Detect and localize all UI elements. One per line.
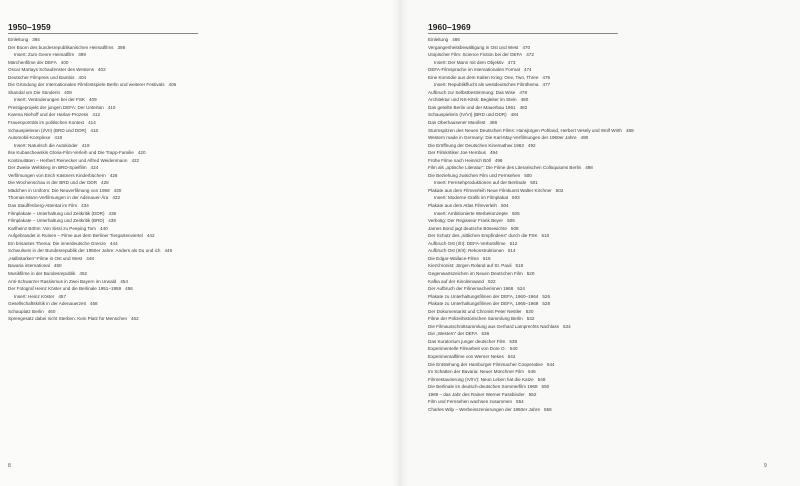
toc-entry-page: 505 — [511, 210, 520, 216]
toc-entry — [428, 142, 634, 150]
toc-entry-page: 552 — [528, 391, 537, 397]
toc-entry-page: 420 — [137, 150, 146, 156]
toc-entry — [8, 278, 176, 286]
toc-entry — [8, 164, 176, 172]
toc-entry-page: 418 — [54, 135, 63, 141]
toc-entry-title: Insert: Zum Genre Heimatfilm — [14, 52, 75, 58]
toc-entry-page: 478 — [519, 89, 527, 95]
toc-entry-title: Gegenwartszeichen im Neuen Deutschen Film — [428, 270, 523, 276]
toc-entry-page: 436 — [108, 210, 117, 216]
toc-entry-title: Die Berlinale im deutsch-deutschen Sommerfilm 1968 — [428, 384, 538, 390]
toc-entry-page: 446 — [164, 248, 173, 254]
toc-entry — [8, 179, 176, 187]
toc-entry-title: Gesellschaftskritik in der Adenauerzeit — [8, 301, 86, 307]
toc-entry-page: 550 — [541, 384, 550, 390]
toc-entry — [428, 368, 634, 376]
toc-entry-title: Film und Fernsehen wachsen zusammen — [428, 399, 513, 405]
toc-entry-page: 394 — [32, 37, 40, 42]
toc-entry-title: Insert: Ambitionierte Werbekonzepte — [434, 210, 508, 216]
toc-entry-page: 434 — [81, 203, 89, 209]
toc-entry-title: Verbotig: Der Regisseur Frank Beyer — [428, 218, 504, 224]
toc-entry-title: Die „Western“ der DEFA — [428, 331, 478, 337]
toc-entry — [428, 59, 634, 67]
toc-entry-page: 556 — [544, 406, 552, 412]
toc-entry — [428, 338, 634, 346]
toc-entry — [8, 172, 176, 180]
toc-entry — [8, 225, 176, 233]
toc-entry-title: Insert: Naturisch die Autokinder — [14, 142, 78, 148]
toc-entry — [428, 262, 634, 270]
toc-entry-page: 424 — [90, 165, 99, 171]
toc-entry-title: Insert: Veränderungen bei der FSK — [14, 97, 85, 103]
toc-entry-page: 426 — [109, 172, 118, 178]
toc-entry-title: Märchenfilme der DEFA — [8, 59, 57, 65]
toc-entry — [8, 111, 176, 119]
toc-entry-page: 540 — [509, 346, 518, 352]
toc-entry-page: 398 — [117, 44, 126, 50]
toc-entry-title: Charles Wilp – Werbeinszenierungen der 1960er Jahre — [428, 406, 541, 412]
toc-entry — [8, 210, 176, 218]
toc-entry-title: Das Stauffenberg-Attentat im Film — [8, 203, 78, 209]
toc-entry-title: Aufbruch Ost (I/II): DEFA-Verbotsfilme — [428, 240, 506, 246]
toc-entry-page: 399 — [78, 52, 86, 58]
toc-entry — [8, 157, 176, 165]
toc-entry-title: Aufgebrandet in Ruinen – Filme aus dem Berliner Tiergartenviertel — [8, 233, 143, 239]
toc-entry-page: 419 — [81, 142, 90, 148]
toc-entry-title: Der Zweite Weltkrieg im BRD-Spielfilm — [8, 165, 87, 171]
toc-list — [428, 36, 634, 413]
toc-entry-page: 462 — [131, 316, 139, 322]
toc-entry-title: Eine Komödie aus dem Kalten Krieg: One, Two, Three — [428, 74, 539, 80]
toc-entry — [428, 96, 634, 104]
toc-entry-title: Insert: Der Mann mit dem Objektiv — [434, 59, 504, 65]
toc-entry — [8, 127, 176, 135]
toc-entry-page: 522 — [487, 278, 496, 284]
toc-entry-title: Automobil-Komplexe — [8, 135, 51, 141]
toc-entry-title: Der Boom des bundesrepublikanischen Heimatfilms — [8, 44, 114, 50]
toc-entry-title: Utopischer Film: Science Fiction bei der DEFA — [428, 52, 523, 58]
toc-entry-title: Plakate aus dem Filmverleih Neue Filmkunst Walter Kirchner — [428, 187, 552, 193]
toc-entry-page: 524 — [517, 286, 525, 292]
toc-entry-title: Oscar Martays Schaufenster des Westens — [8, 67, 94, 73]
toc-entry-title: Insert: Republikflucht als westdeutsches Filmthema — [434, 82, 539, 88]
toc-entry-page: 502 — [555, 187, 564, 193]
toc-entry-title: Der Dokumentarist und Chronist Peter Nestler — [428, 308, 522, 314]
toc-entry-page: 506 — [507, 218, 515, 224]
toc-entry — [428, 149, 634, 157]
toc-entry-page: 430 — [113, 187, 122, 193]
toc-entry-title: Kontinuitäten – Herbert Reinecker und Alfred Weidenmann — [8, 157, 128, 163]
toc-entry — [428, 127, 634, 135]
toc-entry-page: 444 — [109, 240, 118, 246]
toc-entry-page: 410 — [107, 104, 116, 110]
toc-entry-title: Architektur und NS-Kitsk: Begleiter im Stein — [428, 97, 517, 103]
toc-entry — [8, 81, 176, 89]
toc-entry — [428, 353, 634, 361]
toc-entry-title: Experimentelle Filmarbeit von Dore O. — [428, 346, 506, 352]
toc-entry-title: Die Beziehung zwischen Film und Fernsehen — [428, 172, 521, 178]
toc-entry — [428, 164, 634, 172]
toc-entry — [428, 308, 634, 316]
toc-entry — [8, 134, 176, 142]
toc-entry-title: Karlheinz Böhm: Von Sissi zu Peeping Tom — [8, 225, 97, 231]
toc-list — [8, 36, 176, 323]
toc-entry — [428, 240, 634, 248]
toc-entry-page: 518 — [515, 263, 524, 269]
toc-entry-page: 466 — [452, 37, 460, 42]
toc-entry-title: James Bond jagt deutsche Bösewichte — [428, 225, 507, 231]
toc-entry-title: Filmrestaurierung (IV/IV): Neun Leben hat die Katze — [428, 376, 534, 382]
toc-entry-title: Das geteilte Berlin und der Mauerbau 1961 — [428, 104, 516, 110]
toc-entry — [8, 187, 176, 195]
toc-entry-page: 402 — [97, 67, 106, 73]
toc-entry-title: Sprengesatz dabei nicht Sterben: Kein Platz für Menschen — [8, 316, 127, 322]
toc-entry-title: Vergangenheitsbewältigung in Ost und West — [428, 44, 519, 50]
toc-entry-page: 476 — [542, 74, 551, 80]
toc-entry-page: 488 — [625, 127, 634, 133]
toc-entry-title: Aufbruch Ost (II/II): Rekonstruktionen — [428, 248, 504, 254]
toc-entry-title: Die Eröffnung der Deutschen Kinematheк 1963 — [428, 142, 524, 148]
toc-entry — [428, 361, 634, 369]
toc-entry-title: Verfilmungen von Erich Kästners Kinderbüchern — [8, 172, 106, 178]
toc-entry-title: Plakate zu Unterhaltungsfilmen der DEFA, 1960–1964 — [428, 293, 539, 299]
toc-entry-page: 442 — [146, 233, 155, 239]
toc-entry-page: 472 — [526, 52, 534, 58]
toc-entry — [8, 202, 176, 210]
toc-entry-title: Bavaria international — [8, 263, 50, 269]
toc-entry-page: 460 — [47, 308, 56, 314]
toc-entry-page: 432 — [112, 195, 121, 201]
toc-entry — [8, 96, 176, 104]
toc-entry — [428, 300, 634, 308]
toc-entry — [428, 66, 634, 74]
section-title: 1960–1969 — [428, 22, 471, 32]
toc-entry — [428, 323, 634, 331]
toc-entry — [8, 217, 176, 225]
toc-entry — [428, 44, 634, 52]
toc-entry — [428, 232, 634, 240]
toc-entry-page: 494 — [489, 150, 498, 156]
toc-entry-title: DEFA-Filmsprache im internationalen Format — [428, 67, 520, 73]
toc-entry — [8, 247, 176, 255]
toc-entry-page: 514 — [507, 248, 516, 254]
toc-entry-title: Frühe Filme nach Heinrich Böll — [428, 157, 491, 163]
toc-entry-title: Das Kuratorium junger deutscher Film — [428, 338, 506, 344]
toc-entry-page: 520 — [526, 270, 535, 276]
toc-entry-page: 486 — [489, 120, 498, 126]
toc-entry — [8, 149, 176, 157]
toc-entry — [8, 89, 176, 97]
title-rule — [8, 33, 198, 34]
toc-entry-title: Die Edgar-Wallace-Filme — [428, 255, 479, 261]
toc-entry — [8, 194, 176, 202]
toc-entry-page: 492 — [527, 142, 536, 148]
toc-entry — [428, 255, 634, 263]
toc-entry — [428, 172, 634, 180]
toc-entry-page: 508 — [510, 225, 519, 231]
toc-entry-page: 482 — [519, 104, 528, 110]
toc-entry-page: 450 — [53, 263, 62, 269]
toc-entry-page: 534 — [562, 323, 571, 329]
toc-entry — [8, 44, 176, 52]
toc-entry-title: Ilse Kubaschewskis Gloria-Film-Verleih und Die Trapp-Familie — [8, 150, 134, 156]
toc-entry-page: 498 — [585, 165, 593, 171]
toc-entry — [428, 383, 634, 391]
toc-entry-title: Prestigeprojekt der jungen DEFA: Der Untertan — [8, 104, 104, 110]
toc-entry — [8, 315, 176, 323]
toc-entry-title: Filme der Polizeihistorischen Sammlung Berlin — [428, 316, 523, 322]
toc-entry — [8, 308, 176, 316]
toc-entry-title: Die Gründung der Internationalen Filmfestspiele Berlin und weiterer Festivals — [8, 82, 165, 88]
toc-entry — [8, 255, 176, 263]
toc-entry-title: Kiezchronist: Jürgen Roland auf St. Pauli — [428, 263, 512, 269]
toc-entry-title: Kafka auf der Kinoleinwand — [428, 278, 484, 284]
toc-entry — [8, 51, 176, 59]
toc-entry-title: Der Schutz des „sittlichen Empfindens“ durch die FSK — [428, 233, 538, 239]
toc-entry-title: Die Filmausschnittsammlung aus Gerhard Lamprechts Nachlass — [428, 323, 559, 329]
toc-entry — [428, 179, 634, 187]
toc-entry — [428, 157, 634, 165]
toc-entry-page: 530 — [525, 308, 534, 314]
toc-entry-page: 404 — [78, 74, 87, 80]
toc-entry-page: 532 — [526, 316, 535, 322]
toc-entry-title: Einleitung — [428, 37, 449, 42]
toc-entry-page: 542 — [507, 353, 516, 359]
toc-entry — [8, 300, 176, 308]
toc-entry — [428, 74, 634, 82]
toc-entry-title: Schauplatz Berlin — [8, 308, 44, 314]
toc-entry — [428, 210, 634, 218]
toc-entry — [428, 36, 634, 44]
toc-entry — [428, 285, 634, 293]
toc-entry-page: 528 — [542, 301, 550, 307]
toc-entry — [428, 202, 634, 210]
toc-entry-page: 440 — [100, 225, 108, 231]
toc-entry-page: 428 — [101, 180, 109, 186]
toc-entry-title: Karena Niehoff und der Harlan-Prozess — [8, 112, 89, 118]
toc-entry-page: 477 — [542, 82, 551, 88]
toc-entry-page: 408 — [64, 89, 72, 95]
toc-entry — [428, 51, 634, 59]
toc-entry — [428, 376, 634, 384]
toc-entry-page: 457 — [58, 293, 67, 299]
toc-entry-page: 546 — [528, 369, 536, 375]
toc-entry — [428, 330, 634, 338]
toc-entry-title: Deutscher Filmpreis und Bambis — [8, 74, 75, 80]
toc-entry — [428, 247, 634, 255]
toc-entry-page: 474 — [523, 67, 532, 73]
toc-entry-page: 536 — [481, 331, 490, 337]
right-page — [400, 0, 800, 486]
toc-entry-page: 456 — [125, 286, 133, 292]
toc-entry — [8, 142, 176, 150]
toc-entry-page: 406 — [168, 82, 177, 88]
toc-entry-page: 503 — [512, 195, 520, 201]
toc-entry — [428, 187, 634, 195]
toc-entry-title: 1969 – das Jahr des Rainer Werner Fassbinder — [428, 391, 525, 397]
toc-entry-page: 470 — [522, 44, 530, 50]
toc-entry — [8, 293, 176, 301]
toc-entry-page: 510 — [541, 233, 550, 239]
toc-entry — [428, 217, 634, 225]
toc-entry-title: Aufbruch zur Selbstbestimmung: Das Wise — [428, 89, 516, 95]
toc-entry-title: Filmplakate – Unterhaltung und Zeitkritik (DDR) — [8, 210, 105, 216]
toc-entry-title: Skandal um Die Sünderin — [8, 89, 61, 95]
toc-entry — [428, 270, 634, 278]
toc-entry — [8, 66, 176, 74]
toc-entry — [428, 89, 634, 97]
toc-entry — [428, 119, 634, 127]
book-gutter — [392, 0, 408, 486]
toc-entry-title: Insert: Fernsehproduktionen auf der Berlinale — [434, 180, 527, 186]
toc-entry — [428, 398, 634, 406]
toc-entry-title: Experimentalfilme von Werner Nekes — [428, 353, 504, 359]
toc-entry-page: 400 — [60, 59, 69, 65]
toc-entry-page: 473 — [507, 59, 516, 65]
toc-entry-page: 412 — [92, 112, 101, 118]
toc-entry-page: 480 — [520, 97, 529, 103]
toc-entry — [428, 345, 634, 353]
toc-entry-page: 544 — [546, 361, 555, 367]
toc-entry-page: 484 — [510, 112, 519, 118]
toc-entry — [428, 391, 634, 399]
toc-entry-title: Sturmspitzen des Neuen Deutschen Films: Hansjürgen Pohland, Herbert Vesely und Wolf Wirth — [428, 127, 622, 133]
toc-entry-title: Mädchen in Uniform: Die Neuverfilmung von 1958 — [8, 187, 110, 193]
toc-entry-page: 438 — [108, 218, 116, 224]
toc-entry — [8, 232, 176, 240]
toc-entry-title: Einleitung — [8, 37, 29, 42]
toc-entry-title: Im Schatten der Bavaria: Neuer Münchner Film — [428, 369, 524, 375]
toc-entry-page: 448 — [86, 255, 94, 261]
toc-entry — [428, 111, 634, 119]
toc-entry — [8, 74, 176, 82]
toc-entry-title: Frauenporträts im politischen Kontext — [8, 120, 85, 126]
toc-entry-page: 504 — [500, 203, 509, 209]
toc-entry-title: Plakate zu Unterhaltungsfilmen der DEFA, 1965–1969 — [428, 301, 539, 307]
toc-entry — [428, 315, 634, 323]
title-rule — [428, 33, 618, 34]
toc-entry-page: 490 — [580, 135, 589, 141]
toc-entry-page: 526 — [542, 293, 550, 299]
toc-entry-page: 516 — [482, 255, 491, 261]
toc-entry-title: Thomas-Mann-Verfilmungen in der Adenauer-Ära — [8, 195, 109, 201]
toc-entry-page: 500 — [524, 172, 532, 178]
page-number: 8 — [8, 463, 11, 469]
toc-entry-page: 458 — [89, 301, 98, 307]
toc-entry — [428, 293, 634, 301]
toc-entry-page: 496 — [494, 157, 503, 163]
toc-entry-page: 422 — [131, 157, 140, 163]
toc-entry-page: 501 — [530, 180, 538, 186]
toc-entry-page: 414 — [88, 120, 96, 126]
toc-entry-title: Der Fotograf Heinz Köster und die Berlinale 1951–1959 — [8, 286, 122, 292]
toc-entry-title: Das Oberhausener Manifest — [428, 120, 486, 126]
toc-entry — [8, 59, 176, 67]
toc-entry-title: Filmplakate – Unterhaltung und Zeitkritik (BRD) — [8, 218, 105, 224]
toc-entry-title: Die Entstehung der Hamburger Filmmacher Cooperative — [428, 361, 543, 367]
toc-entry — [8, 240, 176, 248]
toc-entry-title: Die Wochenschau in der BRD und der DDR — [8, 180, 98, 186]
toc-entry-title: Der Aufbruch der Filmemacherinnen 1966 — [428, 286, 514, 292]
toc-entry — [428, 406, 634, 414]
toc-entry — [428, 194, 634, 202]
toc-entry-title: Insert: Moderne Grafik im Filmplakat — [434, 195, 509, 201]
page-number: 9 — [764, 463, 767, 469]
toc-entry-title: Schauspieleran (I/VII) (BRD und DDR) — [8, 127, 87, 133]
toc-entry — [8, 119, 176, 127]
toc-entry — [428, 278, 634, 286]
toc-entry-title: Schauspielerin (IV/VI) (BRD und DDR) — [428, 112, 507, 118]
toc-entry-page: 538 — [509, 338, 518, 344]
toc-entry-page: 454 — [120, 278, 128, 284]
toc-entry — [8, 104, 176, 112]
toc-entry-page: 452 — [79, 270, 88, 276]
toc-entry-title: Musikfilme in der Bundesrepublik — [8, 270, 76, 276]
toc-entry — [428, 225, 634, 233]
toc-entry — [428, 81, 634, 89]
toc-entry-title: Plakate aus dem Atlas Filmverleih — [428, 203, 497, 209]
toc-entry — [8, 36, 176, 44]
toc-entry-page: 409 — [89, 97, 97, 103]
toc-entry-title: „Halbstarken“-Filme in Ost und West — [8, 255, 83, 261]
toc-entry-title: Der Filmkritiker Joe Hembus — [428, 150, 486, 156]
toc-entry — [8, 285, 176, 293]
toc-entry-title: Western made in Germany: Die Karl-May-Verfilmungen der 1960er Jahre — [428, 135, 577, 141]
toc-entry — [428, 104, 634, 112]
toc-entry — [8, 262, 176, 270]
toc-entry — [428, 134, 634, 142]
toc-entry-page: 548 — [537, 376, 546, 382]
toc-entry-title: Insert: Heinz Köster — [14, 293, 55, 299]
toc-entry-title: Anti-Schwarzer Rassismus in Zwei Bayern im Urwald — [8, 278, 117, 284]
toc-entry-page: 512 — [509, 240, 518, 246]
toc-entry-title: Schwulsein in der Bundesrepublik der 1950er Jahre: Anders als Du und ich — [8, 248, 161, 254]
toc-entry — [8, 270, 176, 278]
toc-entry-title: Ein brisantes Thema: Die innerdeutsche Grenze — [8, 240, 106, 246]
section-title: 1950–1959 — [8, 22, 51, 32]
toc-entry-page: 416 — [90, 127, 99, 133]
toc-entry-title: Film als „optische Literatur“: Die Filme des Literarischen Colloquiums Berlin — [428, 165, 582, 171]
toc-entry-page: 554 — [516, 399, 524, 405]
